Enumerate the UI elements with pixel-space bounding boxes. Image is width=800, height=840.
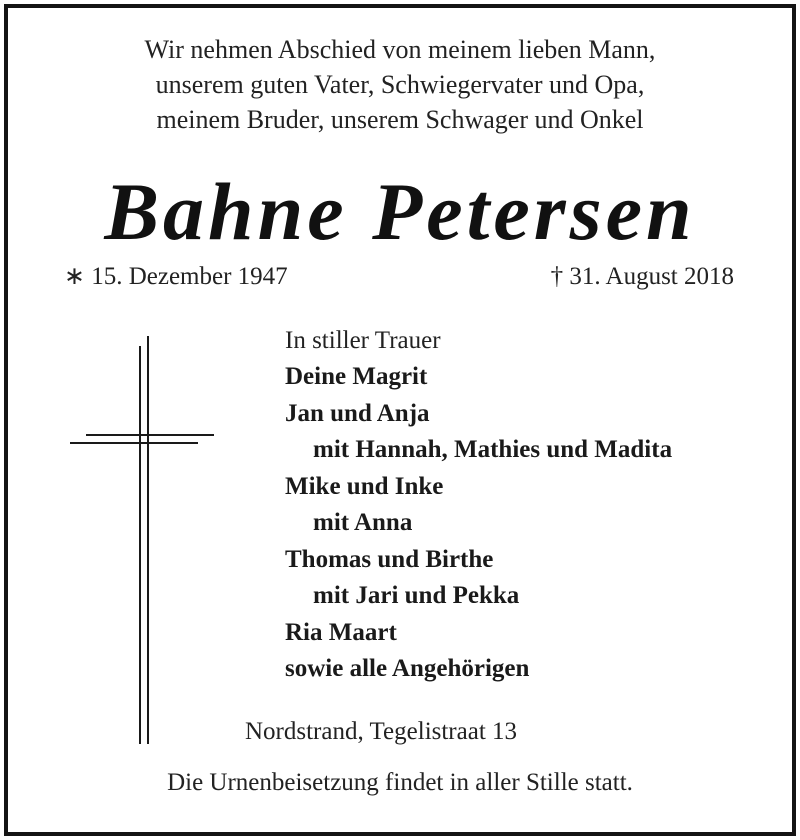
deceased-name: Bahne Petersen [104, 166, 696, 257]
mourner-name: mit Jari und Pekka [313, 582, 520, 609]
burial-note: Die Urnenbeisetzung findet in aller Stille statt. [167, 769, 633, 796]
intro-line: unserem guten Vater, Schwiegervater und Opa, [155, 70, 645, 99]
intro-line: meinem Bruder, unserem Schwager und Onkel [156, 105, 644, 134]
mourner-name: Ria Maart [285, 618, 397, 646]
death-date: † 31. August 2018 [550, 263, 734, 290]
mourner-name: Thomas und Birthe [285, 545, 494, 573]
cross-icon [68, 334, 218, 746]
mourner-name: Mike und Inke [285, 472, 444, 500]
address: Nordstrand, Tegelistraat 13 [245, 718, 518, 745]
mourner-name: Jan und Anja [285, 399, 430, 427]
mourners-block [285, 323, 672, 688]
mourner-name: mit Hannah, Mathies und Madita [313, 436, 673, 463]
birth-date: ∗ 15. Dezember 1947 [64, 263, 288, 290]
mourner-name: mit Anna [313, 509, 413, 536]
intro-text [0, 32, 800, 137]
mourner-name: sowie alle Angehörigen [285, 655, 530, 682]
intro-line: Wir nehmen Abschied von meinem lieben Mann, [144, 35, 656, 64]
mourning-lead: In stiller Trauer [285, 327, 441, 354]
mourner-name: Deine Magrit [285, 363, 428, 390]
